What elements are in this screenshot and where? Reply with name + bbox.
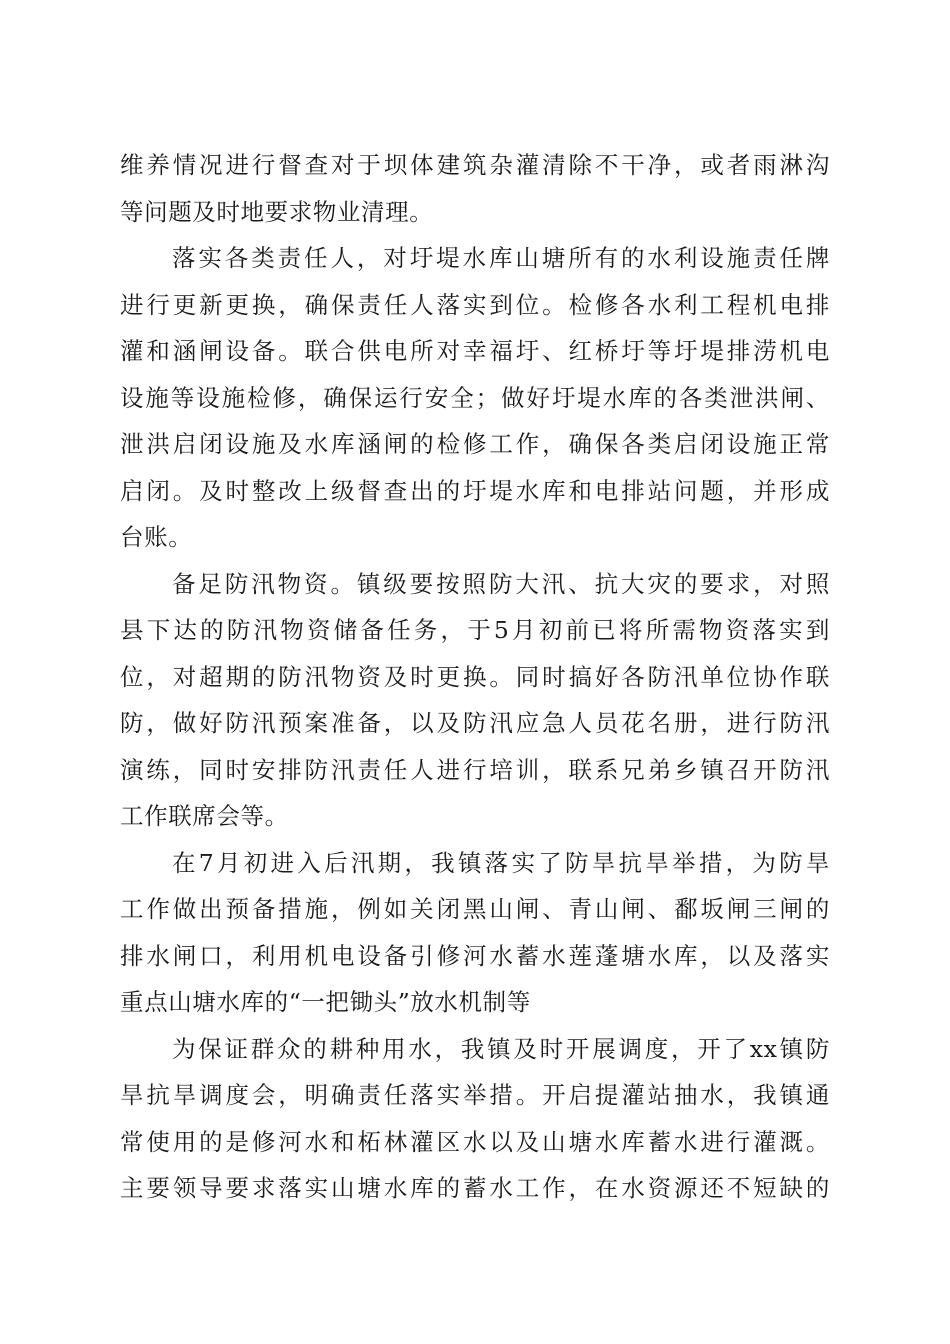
- text-line: 泄洪启闭设施及水库涵闸的检修工作，确保各类启闭设施正常: [120, 430, 830, 458]
- text-line: 工作做出预备措施，例如关闭黑山闸、青山闸、鄱坂闸三闸的: [120, 895, 830, 923]
- text-line: 在7月初进入后汛期，我镇落实了防旱抗旱举措，为防旱: [172, 848, 830, 877]
- text-line: 工作联席会等。: [120, 802, 289, 830]
- text-line: 进行更新更换，确保责任人落实到位。检修各水利工程机电排: [120, 290, 830, 319]
- text-line: 灌和涵闸设备。联合供电所对幸福圩、红桥圩等圩堤排涝机电: [120, 337, 830, 365]
- text-line: 台账。: [120, 523, 193, 551]
- text-line: 设施等设施检修，确保运行安全；做好圩堤水库的各类泄洪闸、: [120, 383, 830, 412]
- text-line: 县下达的防汛物资储备任务，于5月初前已将所需物资落实到: [120, 616, 830, 644]
- text-line: 排水闸口，利用机电设备引修河水蓄水莲蓬塘水库，以及落实: [120, 941, 830, 970]
- text-line: 重点山塘水库的“一把锄头”放水机制等: [120, 988, 531, 1016]
- text-line: 为保证群众的耕种用水，我镇及时开展调度，开了xx镇防: [172, 1034, 830, 1063]
- text-line: 等问题及时地要求物业清理。: [120, 197, 434, 226]
- text-line: 备足防汛物资。镇级要按照防大汛、抗大灾的要求，对照: [172, 569, 830, 598]
- text-line: 主要领导要求落实山塘水库的蓄水工作，在水资源还不短缺的: [120, 1174, 830, 1202]
- text-line: 旱抗旱调度会，明确责任落实举措。开启提灌站抽水，我镇通: [120, 1081, 830, 1109]
- text-line: 启闭。及时整改上级督查出的圩堤水库和电排站问题，并形成: [120, 476, 830, 505]
- text-line: 位，对超期的防汛物资及时更换。同时搞好各防汛单位协作联: [120, 662, 830, 691]
- text-line: 落实各类责任人，对圩堤水库山塘所有的水利设施责任牌: [172, 244, 830, 272]
- text-line: 维养情况进行督查对于坝体建筑杂灌清除不干净，或者雨淋沟: [120, 151, 830, 179]
- text-line: 常使用的是修河水和柘林灌区水以及山塘水库蓄水进行灌溉。: [120, 1127, 830, 1156]
- text-line: 演练，同时安排防汛责任人进行培训，联系兄弟乡镇召开防汛: [120, 755, 830, 784]
- text-line: 防，做好防汛预案准备，以及防汛应急人员花名册，进行防汛: [120, 709, 830, 737]
- body-text: [120, 146, 830, 1216]
